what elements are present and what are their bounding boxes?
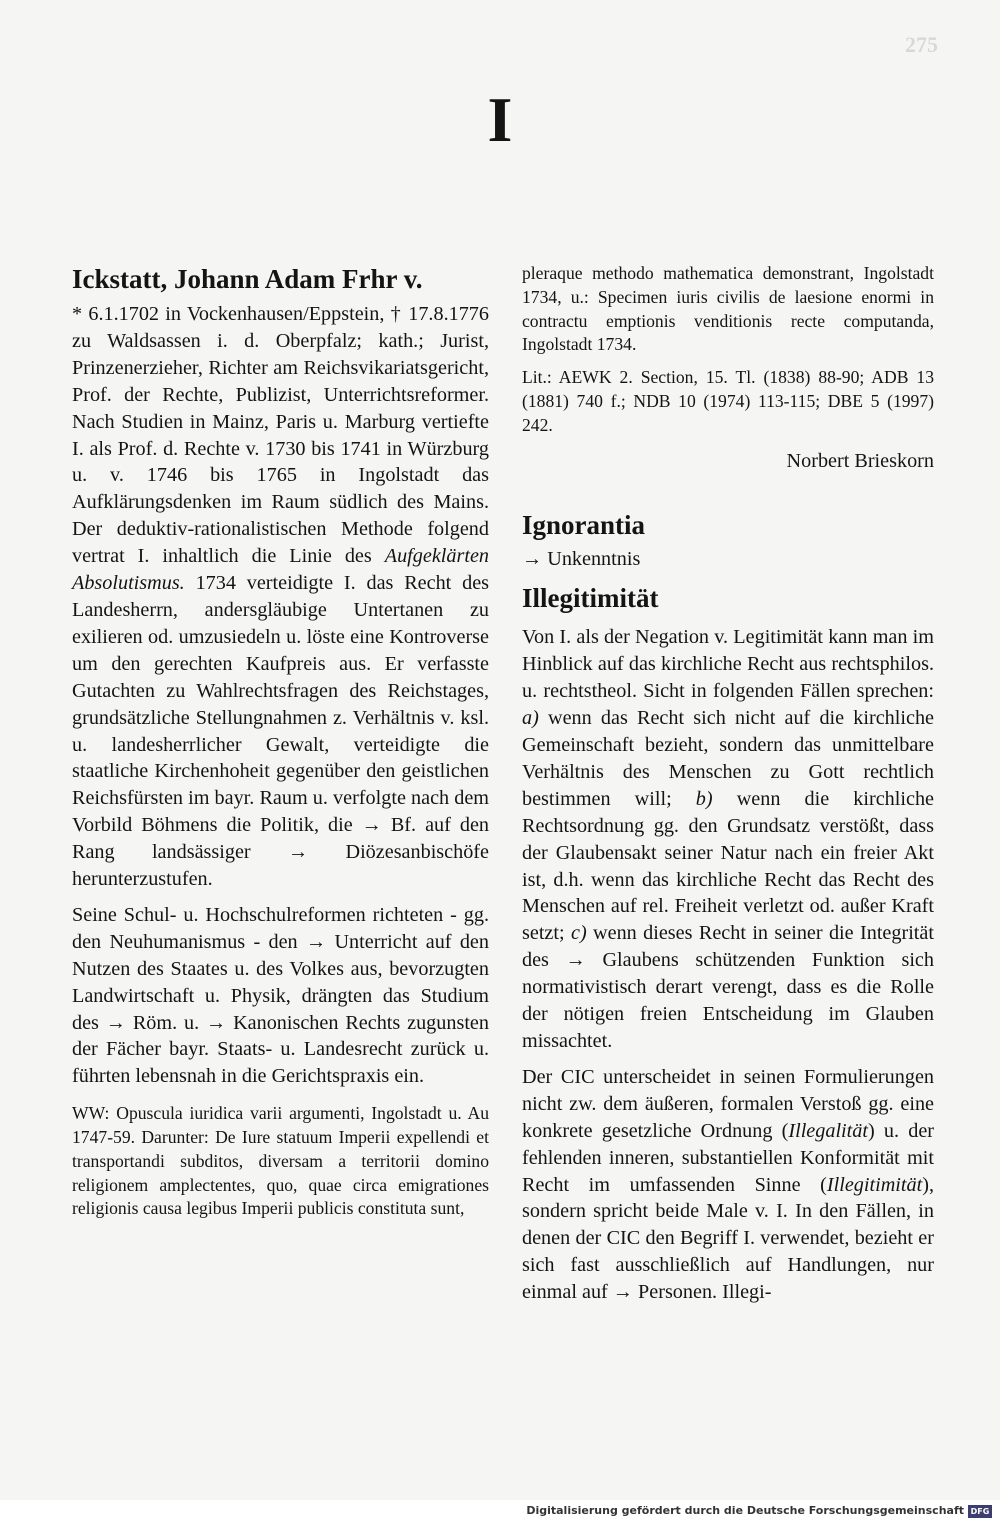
entry-heading-ickstatt: Ickstatt, Johann Adam Frhr v. <box>72 264 423 294</box>
section-letter: I <box>487 84 513 155</box>
ickstatt-literature: Lit.: AEWK 2. Section, 15. Tl. (1838) 88-90; ADB 13 (1881) 740 f.; NDB 10 (1974) 113-115; DBE 5 (1997) 242. <box>522 367 934 435</box>
illeg-p1-marker-c: c) <box>570 922 587 945</box>
ickstatt-works: WW: Opuscula iuridica varii argumenti, Ingolstadt u. Au 1747-59. Darunter: De Iure statuum Imperii expellendi et transportandi subditos, diversam a territorii domino religionem amplectentes, quo, quae circa emigrationes religionis causa legibus Imperii publicis constituta sunt, <box>72 1103 489 1219</box>
ickstatt-works-continued: pleraque methodo mathematica demonstrant, Ingolstadt 1734, u.: Specimen iuris civilis de laesione enormi in contractu emptionis venditionis recte computanda, Ingolstadt 1734. <box>522 263 934 355</box>
illeg-p1-text-d: wenn dieses Recht in seiner die Integrität des → Glaubens schützenden Funktion sich normativistisch derart verengt, dass es die Rolle der nötigen freien Entscheidung im Glauben missachtet. <box>522 922 934 1052</box>
illeg-p1-text-b: wenn das Recht sich nicht auf die kirchliche Gemeinschaft bezieht, sondern das unmittelbare Verhältnis des Menschen zu Gott rechtlich bestimmen will; <box>522 707 935 810</box>
digitization-footer <box>0 1500 1000 1525</box>
illeg-p2-italic-illegalitaet: Illegalität <box>788 1119 868 1142</box>
illeg-p1-text-c: wenn die kirchliche Rechtsordnung gg. den Grundsatz verstößt, dass der Glaubensakt seiner Natur nach ein freier Akt ist, d.h. wenn das kirchliche Recht das Recht des Menschen auf rel. Freiheit verletzt od. außer Kraft setzt; <box>522 787 934 945</box>
left-column <box>72 262 489 1221</box>
illeg-p2-text-c: ), sondern spricht beide Male v. I. In den Fällen, in denen der CIC den Begriff I. verwendet, bezieht er sich fast ausschließlich auf Handlungen, nur einmal auf → Personen. Illegi- <box>522 1173 934 1304</box>
right-column <box>522 262 934 1306</box>
ickstatt-p1-text-b: 1734 verteidigte I. das Recht des Landesherrn, andersgläubige Untertanen zu exilieren od. umzusiedeln u. löste eine Kontroverse um den gerechten Kaufpreis aus. Er verfasste Gutachten zu Wahlrechtsfragen des Reichstages, grundsätzliche Stellungnahmen z. Verhältnis v. ksl. u. landesherrlicher Gewalt, verteidigte die staatliche Kirchenhoheit gegenüber den geistlichen Reichsfürsten im bayr. Raum u. verfolgte nach dem Vorbild Böhmens die Politik, die → Bf. auf den Rang landsässiger → Diözesanbischöfe herunterzustufen. <box>72 572 490 891</box>
ickstatt-p1-italic: Aufgeklärten Absolutismus. <box>72 545 490 595</box>
page-number: 275 <box>905 32 938 57</box>
ickstatt-paragraph-1 <box>72 301 489 893</box>
ickstatt-paragraph-2: Seine Schul- u. Hochschulreformen richteten - gg. den Neuhumanismus - den → Unterricht auf den Nutzen des Staates u. des Volkes aus, bevorzugten Landwirtschaft u. Physik, drängten das Studium des → Röm. u. → Kanonischen Rechts zugunsten der Fächer bayr. Staats- u. Landesrecht zurück u. führten lebensnah in die Gerichtspraxis ein. <box>72 903 489 1088</box>
illegitimitaet-paragraph-1 <box>522 624 934 1055</box>
author-signature: Norbert Brieskorn <box>786 449 934 472</box>
illeg-p2-italic-illegitimitaet: Illegitimität <box>826 1173 923 1196</box>
illegitimitaet-paragraph-2 <box>522 1064 934 1306</box>
ickstatt-p1-text-a: * 6.1.1702 in Vockenhausen/Eppstein, † 17.8.1776 zu Waldsassen i. d. Oberpfalz; kath.; Jurist, Prinzenerzieher, Richter am Reichsvikariatsgericht, Prof. der Rechte, Publizist, Unterrichtsreformer. Nach Studien in Mainz, Paris u. Marburg vertiefte I. als Prof. d. Rechte v. 1730 bis 1741 in Würzburg u. v. 1746 bis 1765 in Ingolstadt das Aufklärungsdenken im Raum südlich des Mains. Der deduktiv-rationalistischen Methode folgend vertrat I. inhaltlich die Linie des <box>72 303 489 568</box>
entry-heading-ignorantia: Ignorantia <box>522 510 646 541</box>
dfg-logo: DFG <box>968 1505 992 1518</box>
footer-credit: Digitalisierung gefördert durch die Deutsche Forschungsgemeinschaft <box>526 1504 964 1517</box>
entry-heading-illegitimitaet: Illegitimität <box>522 583 659 614</box>
illeg-p2-text-b: ) u. der fehlenden inneren, substantiellen Konformität mit Recht im umfassenden Sinne ( <box>522 1119 934 1196</box>
illeg-p1-marker-b: b) <box>695 787 713 810</box>
illeg-p1-marker-a: a) <box>522 707 539 730</box>
cross-reference-unkenntnis: → Unkenntnis <box>522 548 641 571</box>
illeg-p1-text-a: Von I. als der Negation v. Legitimität kann man im Hinblick auf das kirchliche Recht aus rechtsphilos. u. rechtstheol. Sicht in folgenden Fällen sprechen: <box>522 626 934 703</box>
illeg-p2-text-a: Der CIC unterscheidet in seinen Formulierungen nicht zw. dem äußeren, formalen Verstoß gg. eine konkrete gesetzliche Ordnung ( <box>522 1065 934 1142</box>
